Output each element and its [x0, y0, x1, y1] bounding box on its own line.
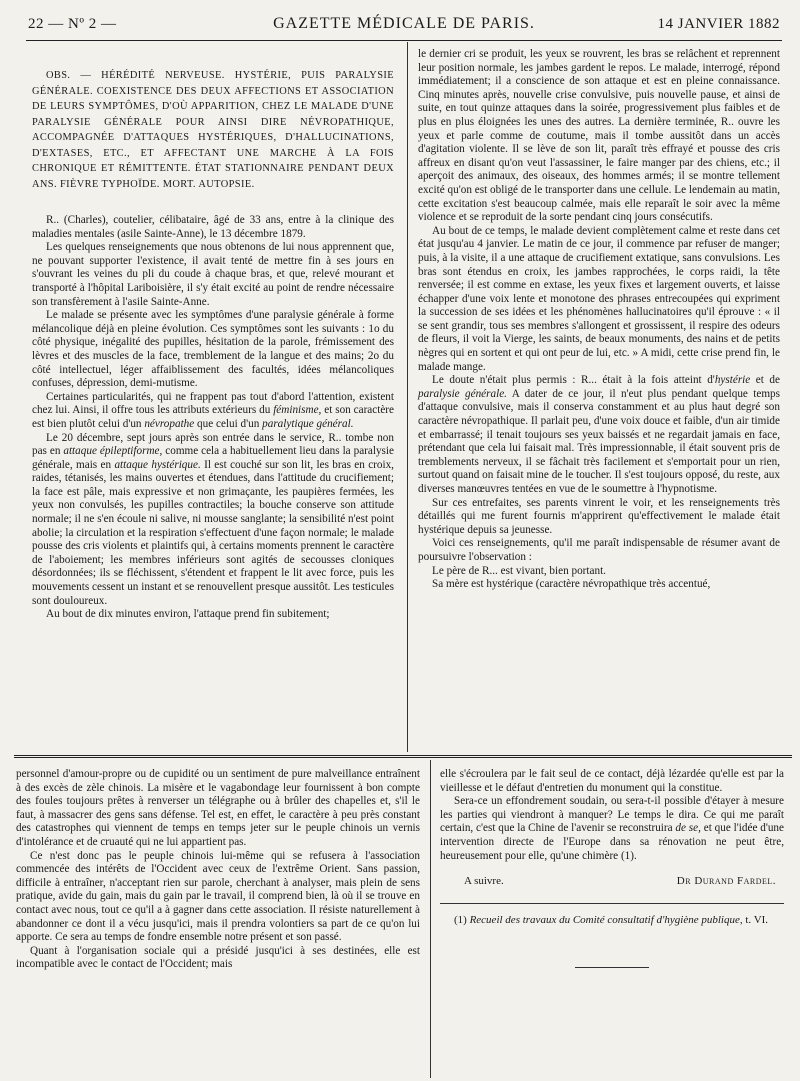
footnote: [440, 914, 784, 928]
section-divider: [14, 755, 792, 758]
text-run: et que l'idée d'une intervention directe de l'Europe dans sa rénovation ne peut être, heureusement pour elle, qu'une chimère (1).: [440, 822, 784, 862]
paragraph: [32, 391, 394, 432]
italic-run: de se,: [675, 822, 701, 835]
paragraph: Le père de R... est vivant, bien portant.: [432, 564, 606, 577]
page-number: 22 — Nº 2 —: [28, 16, 117, 32]
italic-run: paralysie générale.: [418, 387, 507, 400]
paragraph: Au bout de dix minutes environ, l'attaque prend fin subitement;: [46, 608, 330, 621]
journal-title: GAZETTE MÉDICALE DE PARIS.: [273, 15, 535, 32]
issue-date: 14 JANVIER 1882: [657, 16, 780, 32]
text-run: Le doute n'était plus permis : R... était à la fois atteint d': [432, 374, 715, 387]
text-run: Il est couché sur son lit, les bras en croix, raides, tétanisés, les mains ouvertes et étendues, dans l'attitude du crucifiement; la face est pâle, mais expressive et non grimaçante, les paupières fermées, les yeux non convulsés, les pupilles contractiles; la bouche conserve son attitude normale; il ne s'en écoule ni salive, ni mousse sanglante; la sensibilité n'est point abolie; la circulation et la respiration s'effectuent d'une façon normale; le malade pousse des cris violents et plaintifs qui, à certains moments prennent le caractère de l'aboiement; les membres inférieurs sont agités de secousses cloniques désordonnées; ils se fléchissent, s'étendent et frappent le lit avec force, puis les mouvements cessent un instant et se renouvellent presque aussitôt. Les testicules sont douloureux.: [32, 458, 394, 607]
text-run: t. VI.: [742, 913, 769, 926]
end-rule: [575, 967, 649, 968]
text-run: Sera-ce un effondrement soudain, ou sera-t-il possible d'étayer à mesure les parties qui viendront à manquer? Le temps le dira. Ce qui me paraît certain, c'est que la Chine de l'avenir se reconstruira: [440, 795, 784, 835]
text-run: A dater de ce jour, il n'eut plus pendant quelque temps d'attaque convulsive, mais il conserva constamment et au plus haut degré son caractère névropathique. Il parlait peu, d'une voix douce et faible, d'un air timide et embarrassé; il tenait toujours ses yeux baissés et ne regardait jamais en face, prétendant que cela lui faisait mal. Très impressionnable, il était souvent pris de tremblements nerveux, il se fâchait très facilement et s'emportait pour un rien, surtout quand on faisait mine de le toucher. Il s'est toujours opposé, du reste, aux diverses manœuvres tentées en vue de le soumettre à l'hypnotisme.: [418, 387, 780, 495]
footnote-rule: [440, 903, 784, 904]
paragraph: Sa mère est hystérique (caractère névropathique très accentué,: [432, 578, 711, 591]
text-run: Certaines particularités, qui ne frappent pas tout d'abord l'attention, existent chez lui. Ainsi, il offre tous les attributs extérieurs du: [32, 390, 394, 417]
column-right-bottom: [440, 768, 784, 968]
paragraph: Quant à l'organisation sociale qui a présidé jusqu'ici à ses destinées, elle est incompatible avec le contact de l'Occident; mais: [16, 944, 420, 971]
paragraph: [418, 374, 780, 496]
paragraph: le dernier cri se produit, les yeux se rouvrent, les bras se relâchent et reprennent leur position normale, les jambes gardent le repos. Le malade, interrogé, répond immédiatement; il a conscience de son attaque et est en pleine connaissance. Cinq minutes après, nouvelle crise convulsive, puis nouvelle pause, et ainsi de suite, en tout quinze attaques dans la soirée, progressivement plus faibles et de plus en plus éloignées les unes des autres. La dernière terminée, R.. ouvre les yeux et parle comme de coutume, mais il tombe aussitôt dans un accès d'agitation violente. Il se lève de son lit, paraît très effrayé et pousse des cris affreux en disant qu'on veut l'assassiner, le faire manger par des chiens, etc.; il aperçoit des animaux, des oiseaux, des hommes armés; il se montre tellement excité qu'on est obligé de le transporter dans une cellule. Le lendemain au matin, cette excitation s'est beaucoup calmée, mais elle reparaît le soir avec la même violence et se reproduit de la sorte pendant cinq jours consécutifs.: [418, 48, 780, 224]
paragraph: elle s'écroulera par le fait seul de ce contact, déjà lézardée qu'elle est par la vieillesse et le défaut d'entretien du monument qui la constitue.: [440, 768, 784, 794]
paragraph: R.. (Charles), coutelier, célibataire, âgé de 33 ans, entre à la clinique des maladies mentales (asile Sainte-Anne), le 13 décembre 1879.: [32, 214, 394, 240]
text-run: et son caractère est bien plutôt celui d'un: [32, 404, 394, 430]
italic-run: Recueil des travaux du Comité consultatif d'hygiène publique,: [469, 913, 743, 926]
page-header: [28, 14, 780, 36]
signature-line: [464, 875, 776, 889]
text-run: que celui d'un: [194, 417, 263, 430]
italic-run: névropathe: [144, 417, 195, 430]
column-right-top: [418, 48, 780, 592]
paragraph: Au bout de ce temps, le malade devient complètement calme et reste dans cet état jusqu'au 4 janvier. Le matin de ce jour, il commence par refuser de manger; puis, à la visite, il a une attaque de crucifiement extatique, sans convulsions. Les bras sont étendus en croix, les jambes rapprochées, le corps raidi, la tête renversée; il est comme en extase, les yeux fixes et largement ouverts, et laisse échapper d'une voix lente et monotone des phrases entrecoupées qui expriment la succession de ses idées et les phénomènes hallucinatoires qu'il éprouve : « il se sent grandir, tous ses membres s'allongent et grossissent, il respire des odeurs de fleurs, il voit la Vierge, les saints, de beaux monuments, des nains et de petits nègres qui en sortent et qui ont peur de lui, etc. » A midi, cette crise prend fin, le malade mange.: [418, 224, 780, 373]
paragraph: [32, 432, 394, 609]
italic-run: attaque épileptiforme,: [63, 445, 163, 458]
observation-heading: OBS. — HÉRÉDITÉ NERVEUSE. HYSTÉRIE, PUIS PARALYSIE GÉNÉRALE. COEXISTENCE DES DEUX AFFECTIONS ET ASSOCIATION DE LEURS SYMPTÔMES, D'OÙ APPARITION, CHEZ LE MALADE D'UNE PARALYSIE GÉNÉRALE POUR AINSI DIRE NÉVROPATHIQUE, ACCOMPAGNÉE D'ATTAQUES HYSTÉRIQUES, D'HALLUCINATIONS, D'EXTASES, ETC., ET AFFECTANT UNE MARCHE À LA FOIS CHRONIQUE ET RÉMITTENTE. ÉTAT STATIONNAIRE PENDANT DEUX ANS. FIÈVRE TYPHOÏDE. MORT. AUTOPSIE.: [32, 70, 394, 190]
italic-run: féminisme,: [273, 404, 322, 417]
text-run: et de: [750, 374, 780, 387]
paragraph: personnel d'amour-propre ou de cupidité ou un sentiment de pure malveillance entraînent à des excès de zèle chinois. La misère et le vagabondage leur fournissent à bon compte des foules toujours prêtes à renverser un télégraphe ou à brûler des chapelles et, s'il le faut, à massacrer des gens sans défense. Tel est, en effet, le caractère à peu près constant des catastrophes qui viennent de temps en temps jeter sur le peuple chinois un vernis d'intolérance et de cruauté qui ne lui appartient pas.: [16, 768, 420, 848]
paragraph: Sur ces entrefaites, ses parents vinrent le voir, et les renseignements très détaillés qui me furent fournis m'apprirent qu'effectivement le malade était hystérique depuis sa jeunesse.: [418, 496, 780, 536]
italic-run: paralytique général.: [262, 417, 354, 430]
column-divider-bottom: [430, 760, 431, 1078]
paragraph: Ce n'est donc pas le peuple chinois lui-même qui se refusera à l'association commencée des intérêts de l'Occident avec ceux de l'extrême Orient. Sans passion, difficile à entraîner, n'acceptant rien sur parole, cherchant à analyser, mais plein de sens pratique, avide du gain, mais du gain par le travail, il comprend bien, là où il se trouve en contact avec nous, tout ce qu'il a à gagner dans cette association. Il résiste naturellement à abandonner ce dont il a vécu jusqu'ici, mais il prendra volontiers sa part de ce qu'on lui apporte. Ce sera au temps de fondre ensemble notre présent et son passé.: [16, 849, 420, 944]
column-divider-top: [407, 42, 408, 752]
italic-run: attaque hystérique.: [114, 458, 201, 471]
column-left-top: [32, 68, 394, 622]
paragraph: Les quelques renseignements que nous obtenons de lui nous apprennent que, ne pouvant supporter l'existence, il avait tenté de mettre fin à ses jours en s'ouvrant les veines du pli du coude à chaque bras, et que, relevé mourant et transporté à l'hôpital Lariboisière, il s'y était excité au point de rendre nécessaire son transfèrement à l'asile Sainte-Anne.: [32, 241, 394, 308]
header-rule: [26, 40, 782, 41]
paragraph: Le malade se présente avec les symptômes d'une paralysie générale à forme mélancolique déjà en pleine évolution. Ces symptômes sont les suivants : 1o du côté physique, inégalité des pupilles, hésitation de la parole, frémissement des lèvres et des muscles de la face, tremblement de la langue et des mains; 2o du côté intellectuel, léger affaiblissement des facultés, idées mélancoliques confuses, dépression, demi-mutisme.: [32, 309, 394, 390]
paragraph: [440, 795, 784, 863]
author-name: Dr Durand Fardel.: [676, 875, 776, 888]
paragraph: Voici ces renseignements, qu'il me paraît indispensable de résumer avant de poursuivre l'observation :: [418, 537, 780, 563]
column-left-bottom: [16, 768, 420, 972]
italic-run: hystérie: [714, 374, 751, 387]
text-run: Le 20 décembre, sept jours après son entrée dans le service, R.. tombe non pas en: [32, 431, 394, 458]
to-be-continued: A suivre.: [464, 875, 504, 888]
text-run: comme cela a habituellement lieu dans la paralysie générale, mais en: [32, 445, 394, 471]
footnote-number: (1): [454, 913, 470, 926]
